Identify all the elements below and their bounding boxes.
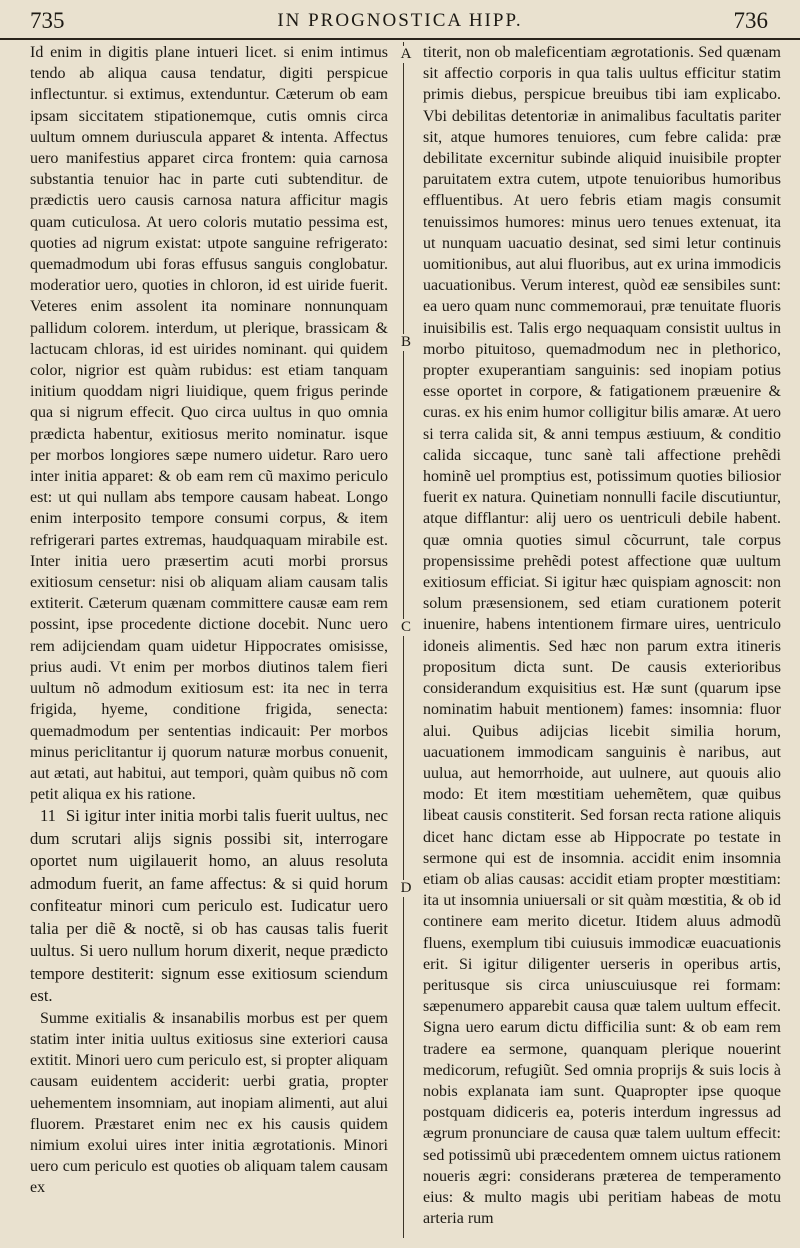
- left-paragraph-1: Id enim in digitis plane intueri licet. si enim intimus tendo ab aliqua causa tendatur, digiti perspicue inflectuntur. si extimus, extenduntur. Cæterum ob eam ipsam siccitatem stipationemque, cutis omnis circa uultum omnem duriuscula apparet & intenta. Affectus uero manifestius apparet circa frontem: quia carnosa substantia tenuior hac in parte cuti subtenditur. de prædictis uero causis carnosa natura afficitur magis quam cuticulosa. At uero coloris mutatio pessima est, quoties ad nigrum existat: utpote sanguine refrigerato: quemadmodum ubi foras effusus sanguis conglobatur. moderatior uero, quoties in chloron, id est uiride fuerit. Veteres enim assolent ita nominare nonnunquam pallidum colorem. interdum, ut plerique, brassicam & lactucam chloras, id est uirides nominant. qui quidem color, nigrior est quàm rubidus: est etiam tanquam initium quoddam nigri liuidique, quem frigus perinde qua si nigrum effecit. Quo circa uultus in quo omnia prædicta habentur, exitiosus merito nominatur. isque per morbos longiores sæpe numero uidetur. Raro uero inter initia apparet: & ob eam rem cũ maximo periculo est: ut qui nullam abs tempore causam habeat. Longo enim interposito tempore consumi corpus, & item refrigerari partes extremas, haudquaquam mirabile est. Inter initia uero præsertim acuti morbi prorsus exitiosum censetur: nisi ob aliquam aliam causam talis extiterit. Cæterum quænam committere causæ eam rem possint, ipse procedente dictione docebit. Nunc uero rem adijciendam quam uidetur Hippocrates omisisse, prius audi. Vt enim per morbos diutinos talem fieri uultum nõ admodum exitiosum est: ita nec in terra frigida, hyeme, conditione frigida, senecta: quemadmodum per sententias indicauit: Per morbos minus periclitantur ij quorum naturæ morbus conuenit, aut ætati, aut habitui, aut tempori, quàm quibus nõ com petit aliqua ex his ratione.: [30, 44, 388, 804]
- page-header: [0, 4, 800, 40]
- section-number: 11: [40, 806, 56, 826]
- running-title: IN PROGNOSTICA HIPP.: [277, 10, 523, 31]
- margin-letter-d: D: [398, 880, 414, 897]
- left-paragraph-3: Summe exitialis & insanabilis morbus est per quem statim inter initia uultus exitiosus sine exteriori causa extitit. Minori uero cum periculo est, si propter aliquam causam euidentem acciderit: uerbi gratia, propter uehementem insomniam, aut inopiam alimenti, aut alui fluorem. Præstaret enim nec ex his causis quidem nimium exolui uires inter initia ægrotationis. Minori uero cum periculo est quoties ob aliquam talem causam ex: [30, 1009, 388, 1197]
- right-paragraph-1: titerit, non ob maleficentiam ægrotationis. Sed quænam sit affectio corporis in qua talis uultus efficitur statim primis diebus, perspicue breuibus tibi iam explicabo. Vbi debilitas detentoriæ in animalibus facultatis pariter sit, atque humores tenuiores, cum febre calida: præ debilitate excernitur subinde aliquid inuisibile propter paruitatem extra cutem, utpote tenuioribus humoribus effluentibus. At uero febris etiam magis consumit tenuissimos humores: minus uero tenues extenuat, ita ut nunquam uacuatio desinat, sed simi letur continuis uomitionibus, aut alui fluoribus, aut ex urina immodicis uacuationibus. Verum interest, quòd eæ sensibiles sunt: ea uero quam nunc commemoraui, præ tenuitate fluoris inuisibilis est. Talis ergo nequaquam consistit uultus in morbo pituitoso, quemadmodum nec in plethorico, propter exuperantiam sanguinis: sed inopiam potius esse oportet in corpore, & fatigationem præuenire & curas. ex his enim humor colligitur bilis amaræ. At uero si terra calida sit, & anni tempus æstiuum, & conditio calida siccaque, tunc sanè tali affectione prehẽdi hominẽ uel promptius est, potissimum quoties biliosior fuerit ex natura. Quinetiam nonnulli facile discutiuntur, atque difflantur: alij uero os uentriculi debile habent. quæ omnia quoties simul cõcurrunt, tale corpus propensissime prehẽdi potest affectione quæ uultum exitiosum efficiat. Si igitur hæc quispiam agnoscit: non solum præsensionem, sed etiam curationem poterit inuenire, habens intentionem firmare uires, uentriculo idoneis alimentis. Sed hæc non parum extra itineris propositum dicta sunt. De causis exterioribus considerandum exquisitius est. Hæ sunt (quarum ipse nominatim habuit mentionem) fames: insomnia: fluor alui. Quibus adijcias licebit similia horum, uacuationem immodicam sanguinis è naribus, aut uulua, aut hemorrhoide, aut uulnere, aut quouis alio modo: Et item mœstitiam uehemẽtem, quæ quibus libeat causis constiterit. Sed forsan recta ratione aliquis dicet hanc dictam esse ab Hippocrate po testate in sermone qui est de insomnia. accidit enim insomnia etiam ob alias causas: accidit etiam propter mœstitiam: ita ut insomnia uniuersali or sit quàm mœstitia, & ob id continere eam merito dicetur. Itidem aluus admodũ fluens, exemplum tibi cuiusuis immodicæ euacuationis erit. Si igitur diligenter uerseris in operibus artis, peritusque sis circa uniuscuiusque rei formam: sæpenumero apparebit causa quæ talem uultum effecit. Signa uero earum dictu difficilia sunt: & ob eam rem tradere ea sermone, quanquam plerique nouerint medicorum, refugiũt. Sed omnia proprijs & suis locis à nobis explanata iam sunt. Quapropter ipse quoque postquam didiceris ea, poteris interdum ingressus ad ægrum pronunciare de causa quæ talem uultum effecit: sed potissimũ ubi præcedentem omnem uictus rationem noueris ægri: considerans præterea de temperamento eius: & multo magis ubi peritiam habeas de motu arteria rum: [423, 44, 781, 1228]
- page-number-right: 736: [733, 8, 768, 33]
- margin-letter-a: A: [398, 46, 414, 63]
- margin-letter-c: C: [398, 619, 414, 636]
- left-column: [30, 42, 388, 1238]
- page-number-left: 735: [30, 8, 65, 33]
- left-paragraph-2: [30, 805, 388, 1008]
- right-column: [423, 42, 781, 1238]
- column-divider: [403, 42, 404, 1238]
- margin-letter-b: B: [398, 334, 414, 351]
- section-text: Si igitur inter initia morbi talis fuerit uultus, nec dum scrutari alijs signis possibi sit, interrogare oportet num uigilauerit homo, an aluus resoluta admodum fuerit, an fame affectus: & si quid horum confiteatur minori cum periculo est. Iudicatur uero talia per diẽ & noctẽ, si ob has causas talis fuerit uultus. Si uero nullum horum dixerit, neque prædicto tempore destiterit: signum esse exitiosum sciendum est.: [30, 806, 388, 1006]
